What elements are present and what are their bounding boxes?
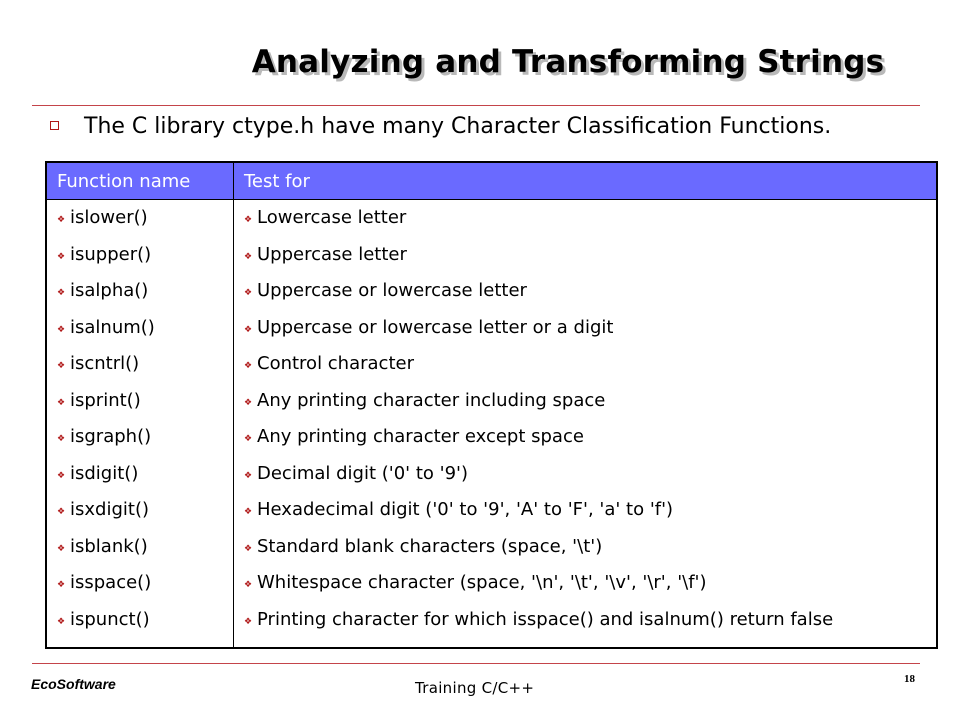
function-item-text: isdigit() (70, 462, 139, 484)
test-item (244, 427, 926, 449)
diamond-bullet-icon: ❖ (244, 251, 253, 262)
function-item-text: isblank() (70, 535, 148, 557)
test-item-text: Control character (257, 353, 414, 374)
diamond-bullet-icon: ❖ (57, 470, 66, 481)
test-item-text: Uppercase or lowercase letter or a digit (257, 316, 614, 338)
test-item (244, 573, 926, 595)
test-list (244, 208, 926, 632)
function-item (57, 537, 223, 559)
square-bullet-icon (50, 121, 59, 130)
test-item (244, 537, 926, 559)
test-item-text: Hexadecimal digit ('0' to '9', 'A' to 'F', 'a' to 'f') (257, 499, 674, 520)
table-header-row (46, 162, 937, 200)
diamond-bullet-icon: ❖ (57, 616, 66, 627)
diamond-bullet-icon: ❖ (57, 580, 66, 590)
test-item (244, 610, 926, 632)
function-item (57, 464, 223, 486)
function-item-text: iscntrl() (70, 353, 140, 374)
test-item-text: Any printing character except space (257, 426, 584, 447)
function-item (57, 354, 223, 376)
header-function-name: Function name (46, 162, 234, 200)
function-names-cell (46, 200, 234, 649)
test-item (244, 245, 926, 267)
diamond-bullet-icon: ❖ (57, 324, 66, 335)
diamond-bullet-icon: ❖ (244, 324, 253, 335)
test-item-text: Lowercase letter (257, 207, 407, 228)
diamond-bullet-icon: ❖ (57, 288, 66, 298)
function-item (57, 500, 223, 522)
diamond-bullet-icon: ❖ (57, 507, 66, 517)
test-item-text: Printing character for which isspace() and isalnum() return false (257, 608, 834, 630)
diamond-bullet-icon: ❖ (57, 543, 66, 554)
function-item-text: isupper() (70, 243, 152, 265)
test-item (244, 354, 926, 376)
function-item (57, 610, 223, 632)
table-body-row (46, 200, 937, 649)
test-item-text: Any printing character including space (257, 389, 606, 411)
diamond-bullet-icon: ❖ (57, 251, 66, 262)
test-item (244, 391, 926, 413)
function-item (57, 573, 223, 595)
test-item (244, 208, 926, 230)
function-item-text: isalpha() (70, 280, 149, 301)
diamond-bullet-icon: ❖ (244, 215, 253, 225)
function-item-text: islower() (70, 207, 148, 228)
function-item (57, 208, 223, 230)
test-item-text: Uppercase letter (257, 243, 407, 265)
footer-course: Training C/C++ (415, 679, 535, 697)
tests-cell (234, 200, 938, 649)
intro-bullet (50, 114, 831, 139)
function-list (57, 208, 223, 632)
test-item (244, 318, 926, 340)
diamond-bullet-icon: ❖ (244, 397, 253, 408)
test-item (244, 464, 926, 486)
diamond-bullet-icon: ❖ (57, 215, 66, 225)
function-item-text: isgraph() (70, 426, 152, 447)
footer-brand: EcoSoftware (31, 676, 116, 692)
function-item (57, 427, 223, 449)
diamond-bullet-icon: ❖ (244, 580, 253, 590)
function-item-text: isxdigit() (70, 499, 149, 520)
bottom-divider (32, 663, 920, 664)
function-item-text: ispunct() (70, 608, 150, 630)
test-item-text: Whitespace character (space, '\n', '\t', '\v', '\r', '\f') (257, 572, 707, 593)
diamond-bullet-icon: ❖ (244, 361, 253, 371)
test-item-text: Decimal digit ('0' to '9') (257, 462, 469, 484)
test-item (244, 500, 926, 522)
test-item-text: Uppercase or lowercase letter (257, 280, 527, 301)
function-item-text: isprint() (70, 389, 141, 411)
diamond-bullet-icon: ❖ (57, 397, 66, 408)
test-item (244, 281, 926, 303)
function-item (57, 318, 223, 340)
function-item-text: isalnum() (70, 316, 155, 338)
function-item-text: isspace() (70, 572, 152, 593)
function-item (57, 245, 223, 267)
diamond-bullet-icon: ❖ (244, 288, 253, 298)
diamond-bullet-icon: ❖ (244, 543, 253, 554)
diamond-bullet-icon: ❖ (57, 361, 66, 371)
header-test-for: Test for (234, 162, 938, 200)
page-number: 18 (904, 673, 915, 685)
test-item-text: Standard blank characters (space, '\t') (257, 535, 603, 557)
function-item (57, 391, 223, 413)
function-item (57, 281, 223, 303)
intro-text: The C library ctype.h have many Character Classification Functions. (84, 114, 832, 139)
diamond-bullet-icon: ❖ (57, 434, 66, 444)
slide-title: Analyzing and Transforming Strings (251, 44, 885, 80)
diamond-bullet-icon: ❖ (244, 616, 253, 627)
diamond-bullet-icon: ❖ (244, 470, 253, 481)
diamond-bullet-icon: ❖ (244, 434, 253, 444)
diamond-bullet-icon: ❖ (244, 507, 253, 517)
ctype-functions-table (45, 161, 938, 649)
top-divider (32, 105, 920, 106)
slide-title-wrap (0, 44, 960, 80)
